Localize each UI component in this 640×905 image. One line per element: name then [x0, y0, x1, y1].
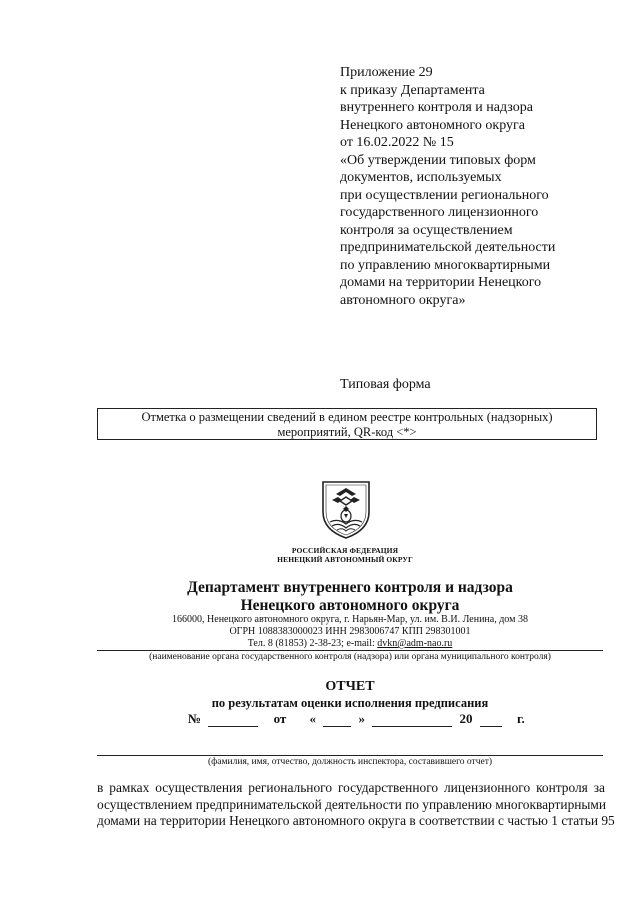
qr-box-line: мероприятий, QR-код <*>: [277, 425, 417, 439]
report-year-field[interactable]: [480, 714, 502, 727]
inspector-caption: (фамилия, имя, отчество, должность инспектора, составившего отчет): [207, 757, 493, 767]
report-day-field[interactable]: [323, 714, 351, 727]
report-subtitle: по результатам оценки исполнения предписания: [211, 696, 489, 710]
department-contacts: [100, 614, 600, 650]
form-type-label: Типовая форма: [340, 377, 431, 392]
appendix-line: к приказу Департамента: [340, 82, 485, 98]
appendix-line: при осуществлении регионального: [340, 187, 549, 203]
qr-registry-box: [97, 408, 597, 440]
qr-box-line: Отметка о размещении сведений в едином реестре контрольных (надзорных): [141, 410, 553, 424]
quote-close: »: [358, 711, 366, 726]
appendix-line: по управлению многоквартирными: [340, 257, 551, 273]
body-paragraph: [97, 780, 615, 830]
appendix-line: документов, используемых: [340, 170, 502, 185]
org-name-caption: (наименование органа государственного контроля (надзора) или органа муниципального контроля): [149, 652, 551, 662]
body-line: домами на территории Ненецкого автономного округа в соответствии с частью 1 статьи 95: [97, 813, 615, 828]
department-title-line: Департамент внутреннего контроля и надзора: [187, 579, 513, 596]
department-title: [80, 579, 620, 615]
year-prefix: 20: [459, 711, 473, 726]
federation-header: [240, 546, 450, 564]
appendix-line: контроля за осуществлением: [340, 222, 513, 238]
org-name-rule: [97, 650, 603, 651]
appendix-line: от 16.02.2022 № 15: [340, 135, 454, 150]
region-line: НЕНЕЦКИЙ АВТОНОМНЫЙ ОКРУГ: [277, 555, 413, 564]
appendix-line: «Об утверждении типовых форм: [340, 152, 536, 168]
appendix-line: автономного округа»: [340, 292, 466, 308]
appendix-line: домами на территории Ненецкого: [340, 275, 542, 290]
coat-of-arms-icon: [318, 478, 374, 540]
report-number-row: [188, 711, 528, 727]
body-line: осуществлением предпринимательской деятельности по управлению многоквартирными: [97, 796, 607, 812]
year-suffix: г.: [517, 711, 525, 726]
appendix-line: государственного лицензионного: [340, 205, 539, 220]
appendix-line: Приложение 29: [340, 65, 433, 80]
appendix-line: внутреннего контроля и надзора: [340, 100, 533, 115]
appendix-header: [340, 64, 610, 309]
department-registration: ОГРН 1088383000023 ИНН 2983006747 КПП 298301001: [229, 626, 471, 637]
appendix-line: Ненецкого автономного округа: [340, 117, 525, 133]
number-sign: №: [188, 711, 202, 726]
department-phone: Тел. 8 (81853) 2-38-23; e-mail:: [247, 638, 378, 649]
federation-line: РОССИЙСКАЯ ФЕДЕРАЦИЯ: [291, 546, 399, 555]
appendix-line: предпринимательской деятельности: [340, 240, 556, 255]
inspector-rule: [97, 755, 603, 756]
report-number-field[interactable]: [208, 714, 258, 727]
quote-open: «: [309, 711, 317, 726]
department-email-link[interactable]: dvkn@adm-nao.ru: [377, 638, 453, 649]
department-phone-line: [100, 638, 600, 650]
report-month-field[interactable]: [372, 714, 452, 727]
department-title-line: Ненецкого автономного округа: [240, 597, 460, 614]
department-address: 166000, Ненецкого автономного округа, г. Нарьян-Мар, ул. им. В.И. Ленина, дом 38: [172, 614, 528, 625]
body-line: в рамках осуществления регионального государственного лицензионного контроля за: [97, 780, 605, 795]
report-title: ОТЧЕТ: [325, 679, 375, 694]
from-label: от: [273, 711, 287, 726]
